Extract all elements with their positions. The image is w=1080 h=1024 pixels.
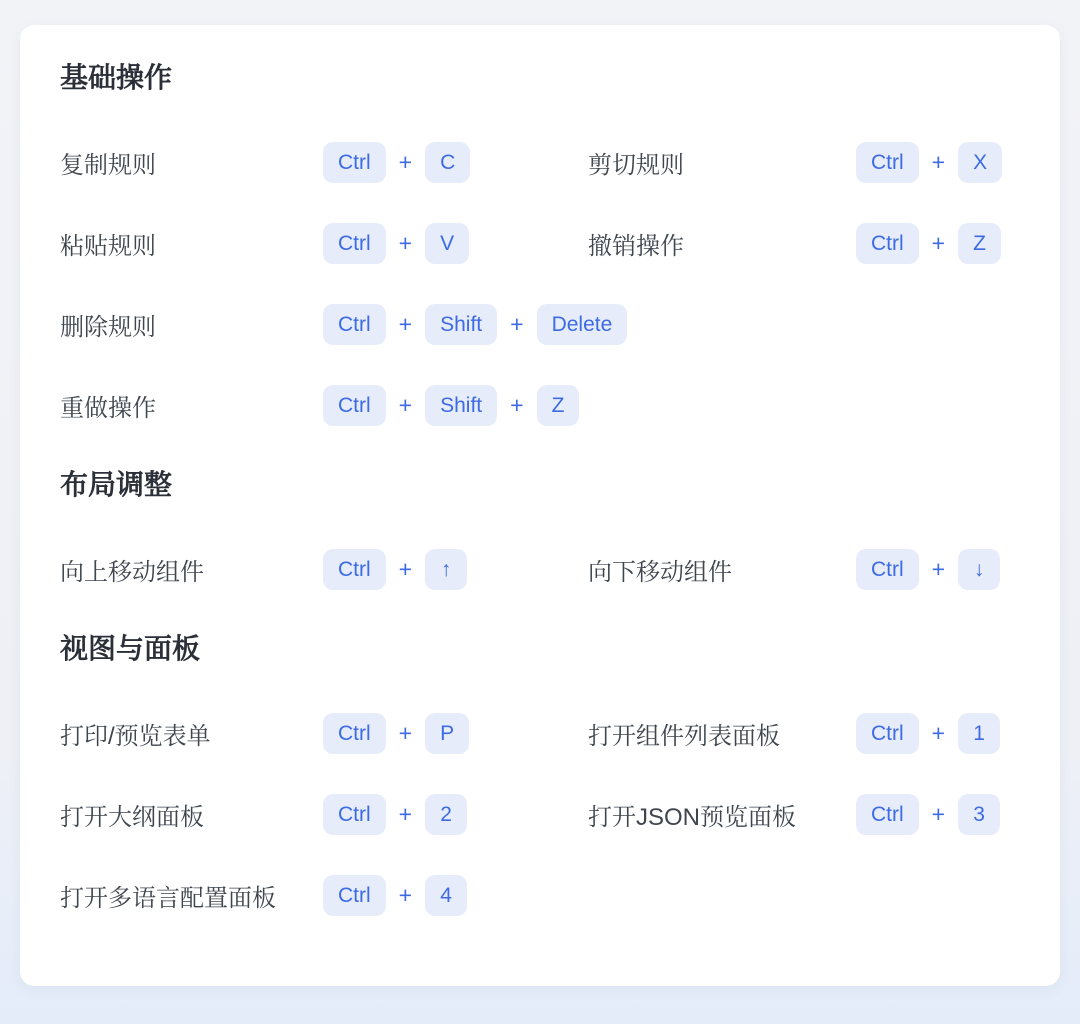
shortcut-row	[60, 549, 1020, 590]
key-badge: 4	[425, 875, 467, 916]
key-badge: Ctrl	[323, 549, 386, 590]
key-badge: ↑	[425, 549, 467, 590]
key-badge: C	[425, 142, 470, 183]
key-combo	[856, 549, 1000, 590]
key-badge: Ctrl	[856, 142, 919, 183]
key-badge: Ctrl	[323, 304, 386, 345]
shortcut-row	[60, 875, 1020, 916]
plus-separator: +	[398, 720, 413, 746]
key-combo	[856, 223, 1001, 264]
shortcut-row	[60, 794, 1020, 835]
key-badge: Ctrl	[856, 713, 919, 754]
key-badge: ↓	[958, 549, 1000, 590]
key-badge: 3	[958, 794, 1000, 835]
section-title: 基础操作	[60, 62, 173, 93]
shortcut-item	[60, 385, 1020, 426]
key-badge: X	[958, 142, 1002, 183]
key-badge: V	[425, 223, 469, 264]
shortcut-label: 粘贴规则	[60, 233, 156, 260]
shortcut-item	[60, 875, 1020, 916]
key-badge: Ctrl	[323, 223, 386, 264]
key-combo	[323, 875, 467, 916]
shortcut-row	[60, 385, 1020, 426]
key-badge: Ctrl	[323, 385, 386, 426]
shortcut-item	[588, 142, 1020, 183]
shortcut-item	[60, 142, 588, 183]
key-combo	[323, 713, 469, 754]
key-badge: Ctrl	[323, 875, 386, 916]
plus-separator: +	[931, 556, 946, 582]
key-badge: Ctrl	[856, 794, 919, 835]
key-badge: Ctrl	[856, 549, 919, 590]
shortcut-row	[60, 223, 1020, 264]
plus-separator: +	[510, 311, 524, 337]
key-combo	[323, 794, 467, 835]
key-badge: Z	[537, 385, 580, 426]
shortcuts-card	[20, 25, 1060, 986]
shortcut-label: 向上移动组件	[60, 559, 204, 586]
plus-separator: +	[398, 801, 413, 827]
key-badge: 2	[425, 794, 467, 835]
shortcut-label: 打开多语言配置面板	[60, 885, 276, 912]
section-title: 视图与面板	[60, 633, 201, 664]
plus-separator: +	[398, 311, 413, 337]
key-badge: Z	[958, 223, 1001, 264]
key-badge: Delete	[537, 304, 628, 345]
shortcut-item	[588, 223, 1020, 264]
plus-separator: +	[931, 149, 946, 175]
shortcut-label: 打开大纲面板	[60, 804, 204, 831]
key-badge: 1	[958, 713, 1000, 754]
key-combo	[323, 142, 470, 183]
key-badge: Ctrl	[323, 794, 386, 835]
key-badge: Ctrl	[323, 142, 386, 183]
shortcut-label: 重做操作	[60, 395, 156, 422]
shortcut-item	[60, 794, 588, 835]
shortcut-label: 撤销操作	[588, 233, 684, 260]
key-combo	[856, 713, 1000, 754]
plus-separator: +	[510, 392, 524, 418]
shortcut-item	[60, 549, 588, 590]
plus-separator: +	[931, 230, 946, 256]
shortcut-label: 复制规则	[60, 152, 156, 179]
plus-separator: +	[398, 230, 413, 256]
shortcut-item	[60, 713, 588, 754]
shortcut-item	[588, 794, 1020, 835]
key-badge: Ctrl	[856, 223, 919, 264]
shortcut-item	[588, 713, 1020, 754]
key-badge: Shift	[425, 385, 497, 426]
key-combo	[323, 223, 469, 264]
key-combo	[856, 142, 1002, 183]
shortcut-label: 剪切规则	[588, 152, 684, 179]
plus-separator: +	[398, 149, 413, 175]
shortcut-row	[60, 142, 1020, 183]
key-combo	[323, 549, 467, 590]
shortcut-row	[60, 713, 1020, 754]
plus-separator: +	[931, 720, 946, 746]
key-combo	[323, 304, 627, 345]
key-badge: Ctrl	[323, 713, 386, 754]
shortcut-item	[60, 304, 1020, 345]
plus-separator: +	[931, 801, 946, 827]
section-title: 布局调整	[60, 469, 173, 500]
shortcut-item	[60, 223, 588, 264]
plus-separator: +	[398, 556, 413, 582]
shortcut-label: 删除规则	[60, 314, 156, 341]
key-badge: Shift	[425, 304, 497, 345]
shortcut-label: 向下移动组件	[588, 559, 732, 586]
shortcut-row	[60, 304, 1020, 345]
shortcut-label: 打开JSON预览面板	[588, 804, 797, 831]
key-combo	[323, 385, 579, 426]
plus-separator: +	[398, 882, 413, 908]
key-combo	[856, 794, 1000, 835]
key-badge: P	[425, 713, 469, 754]
shortcut-label: 打印/预览表单	[60, 723, 211, 750]
shortcut-label: 打开组件列表面板	[588, 723, 780, 750]
plus-separator: +	[398, 392, 413, 418]
shortcut-item	[588, 549, 1020, 590]
